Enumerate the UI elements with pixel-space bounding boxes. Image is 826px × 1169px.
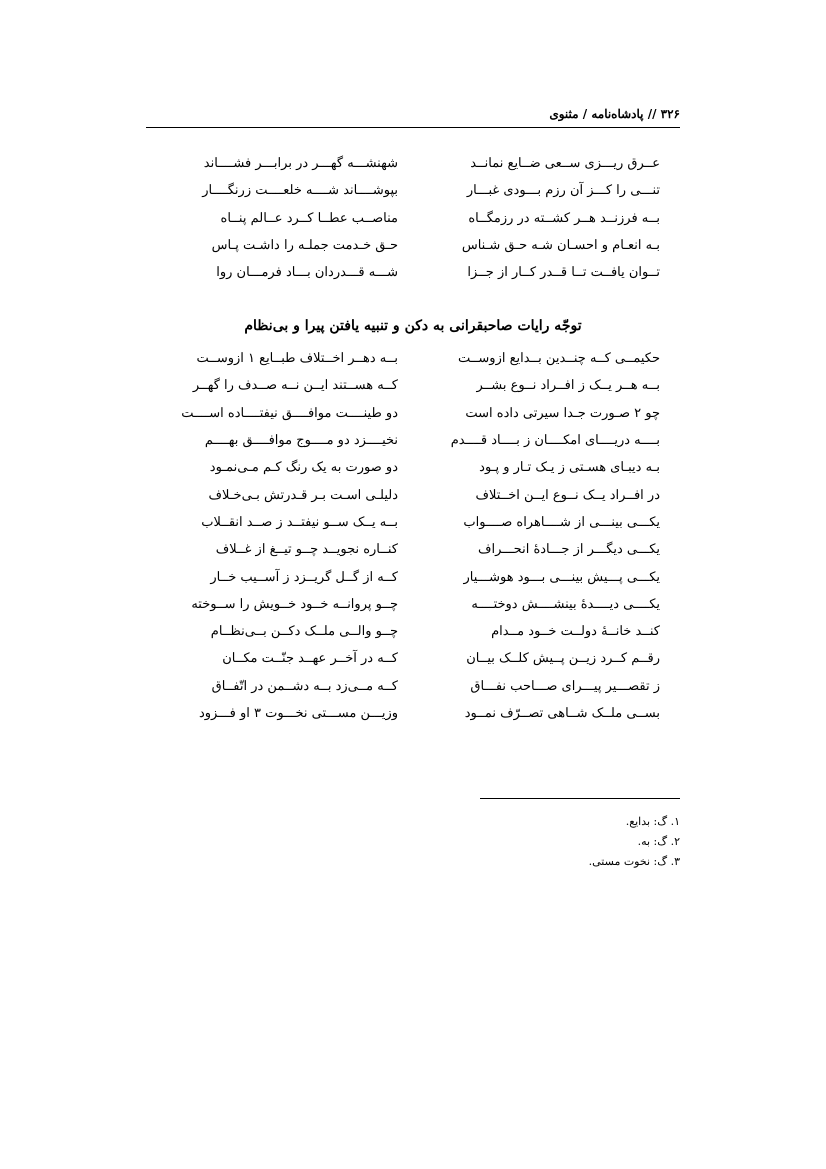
verse-second-hemistich: شهنشـــه گهـــر در برابـــر فشــــاند — [203, 156, 398, 172]
verse-second-hemistich: کــه در آخــر عهــد جنّــت مکــان — [222, 651, 398, 667]
verse-second-hemistich: وزیـــن مســـتی نخـــوت ۳ او فـــزود — [198, 706, 398, 721]
verse-first-hemistich: بــــه دریــــای امکــــان ز بــــاد قــــدم — [450, 433, 660, 449]
verse-row — [170, 205, 660, 232]
verse-row — [170, 427, 660, 454]
verse-second-hemistich: دلیلـی اسـت بـر قـدرتش بـی‌خـلاف — [208, 487, 398, 503]
verse-row — [170, 673, 660, 700]
running-header: ۳۲۶ // پادشاه‌نامه / مثنوی — [549, 107, 680, 121]
verse-row — [170, 259, 660, 286]
section-title: توجّه رایات صاحبقرانی به دکن و تنبیه یافتن پیرا و بی‌نظام — [244, 318, 582, 334]
verse-row — [170, 591, 660, 618]
verse-second-hemistich: بپوشــــاند شــــه خلعــــت زرنگــــار — [202, 183, 398, 199]
verse-row — [170, 536, 660, 563]
verse-first-hemistich: کنــد خانــۀ دولــت خــود مــدام — [491, 624, 660, 640]
verse-first-hemistich: عــرق ریـــزی ســعی ضــایع نمانــد — [470, 156, 660, 172]
verse-first-hemistich: بـه دیبـای هسـتی ز یـک تـار و پـود — [479, 460, 660, 476]
verse-row — [170, 618, 660, 645]
verse-first-hemistich: در افــراد یــک نــوع ایــن اخــتلاف — [475, 487, 660, 503]
verse-first-hemistich: رقــم کــرد زیــن پــیش کلــک بیــان — [466, 651, 660, 667]
verse-row — [170, 645, 660, 672]
verse-row — [170, 400, 660, 427]
verse-row — [170, 177, 660, 204]
verse-second-hemistich: بــه دهــر اخــتلاف طبــایع ۱ ازوســت — [196, 351, 398, 367]
verse-second-hemistich: نخیــــزد دو مــــوج موافــــق بهــــم — [204, 433, 398, 449]
footnote: ۱. گ: بدایع. — [625, 815, 680, 828]
verse-second-hemistich: حـق خـدمت جملـه را داشـت پـاس — [211, 238, 398, 254]
verse-second-hemistich: شـــه قـــدردان بـــاد فرمـــان روا — [216, 265, 398, 281]
verse-second-hemistich: دو صورت به یک رنگ کـم مـی‌نمـود — [209, 460, 398, 476]
footnote: ۲. گ: به. — [637, 835, 680, 848]
verse-second-hemistich: کــه هســتند ایــن نــه صــدف را گهــر — [192, 378, 398, 394]
verse-first-hemistich: یکــــی دیــــدۀ بینشــــش دوختــــه — [471, 596, 660, 612]
verse-second-hemistich: بــه یــک ســو نیفتــد ز صــد انقــلاب — [201, 514, 398, 530]
verse-second-hemistich: چــو پروانــه خــود خــویش را ســوخته — [191, 596, 398, 612]
verse-second-hemistich: کــه از گــل گریــزد ز آســیب خــار — [210, 569, 398, 585]
verse-second-hemistich: چــو والــی ملــک دکــن بــی‌نظــام — [210, 624, 398, 640]
verse-row — [170, 509, 660, 536]
verse-second-hemistich: مناصــب عطــا کــرد عــالم پنــاه — [220, 210, 398, 226]
verse-first-hemistich: بســی ملــک شــاهی تصــرّف نمــود — [464, 706, 660, 721]
verse-first-hemistich: تنـــی را کـــز آن رزم بـــودی غبـــار — [466, 183, 660, 199]
footnote-rule — [480, 798, 680, 799]
verse-first-hemistich: ز تقصـــیر پیـــرای صـــاحب نفـــاق — [470, 678, 660, 694]
verse-first-hemistich: یکـــی پـــیش بینـــی بـــود هوشـــیار — [463, 569, 660, 585]
footnotes — [420, 812, 680, 872]
verse-row — [170, 345, 660, 372]
verse-row — [170, 700, 660, 727]
verse-row — [170, 563, 660, 590]
verse-row — [170, 481, 660, 508]
footnote: ۳. گ: نخوت مستی. — [588, 855, 680, 868]
verse-first-hemistich: بــه فرزنــد هــر کشــته در رزمگــاه — [468, 210, 660, 226]
verse-row — [170, 150, 660, 177]
verse-first-hemistich: بـه انعـام و احسـان شـه حـق شـناس — [461, 238, 660, 254]
verse-row — [170, 232, 660, 259]
verse-first-hemistich: بــه هــر یــک ز افــراد نــوع بشــر — [476, 378, 660, 394]
verse-second-hemistich: دو طینــــت موافــــق نیفتــــاده اســــت — [181, 405, 398, 421]
verse-first-hemistich: حکیمــی کــه چنــدین بــدایع ازوســت — [458, 351, 660, 367]
verse-first-hemistich: چو ۲ صـورت جـدا سیرتی داده است — [465, 405, 660, 421]
verse-row — [170, 372, 660, 399]
verse-block-1 — [170, 150, 660, 286]
verse-first-hemistich: یکـــی دیگـــر از جـــادۀ انحـــراف — [478, 542, 660, 558]
verse-block-2 — [170, 345, 660, 727]
verse-second-hemistich: کنــاره نجویــد چــو تیــغ از غــلاف — [215, 542, 398, 558]
verse-first-hemistich: یکـــی بینـــی از شــــاهراه صــــواب — [463, 514, 660, 530]
header-rule — [146, 127, 680, 128]
verse-second-hemistich: کــه مــی‌زد بــه دشــمن در اتّفــاق — [211, 678, 398, 694]
verse-row — [170, 454, 660, 481]
verse-first-hemistich: تــوان یافــت تــا قــدر کــار از جــزا — [467, 265, 660, 281]
